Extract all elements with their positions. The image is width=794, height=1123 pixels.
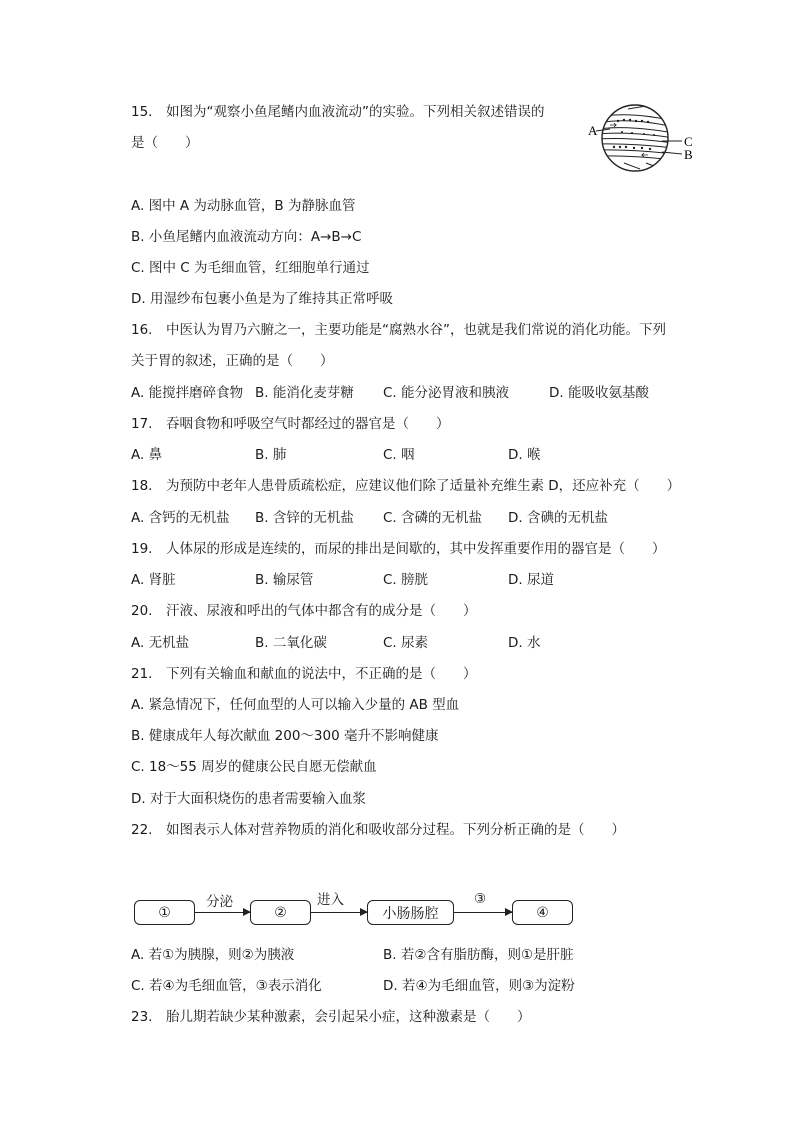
q16-stem-line2: 关于胃的叙述，正确的是（ ） — [131, 353, 334, 369]
q22-option-a: A. 若①为胰腺，则②为胰液 — [131, 947, 295, 963]
q19-option-a: A. 肾脏 — [131, 572, 176, 588]
diagram-arrow-2 — [311, 912, 367, 913]
q22-stem: 22. 如图表示人体对营养物质的消化和吸收部分过程。下列分析正确的是（ ） — [131, 822, 625, 838]
q17-option-d: D. 喉 — [508, 447, 541, 463]
q18-stem: 18. 为预防中老年人患骨质疏松症，应建议他们除了适量补充维生素 D，还应补充（ ） — [131, 478, 681, 494]
q18-option-b: B. 含锌的无机盐 — [255, 510, 354, 526]
q22-option-b: B. 若②含有脂肪酶，则①是肝脏 — [383, 947, 574, 963]
fish-tail-blood-flow-figure — [588, 103, 698, 183]
q15-option-c: C. 图中 C 为毛细血管，红细胞单行通过 — [131, 260, 370, 276]
diagram-arrow-label-3: ③ — [474, 891, 487, 907]
q21-option-d: D. 对于大面积烧伤的患者需要输入血浆 — [131, 791, 366, 807]
q17-option-a: A. 鼻 — [131, 447, 163, 463]
q18-option-d: D. 含碘的无机盐 — [508, 510, 608, 526]
diagram-arrow-label-1: 分泌 — [206, 894, 233, 910]
q17-stem: 17. 吞咽食物和呼吸空气时都经过的器官是（ ） — [131, 416, 450, 432]
q21-option-b: B. 健康成年人每次献血 200～300 毫升不影响健康 — [131, 728, 439, 744]
diagram-arrow-label-2: 进入 — [317, 892, 344, 908]
q23-stem: 23. 胎儿期若缺少某种激素，会引起呆小症，这种激素是（ ） — [131, 1009, 531, 1025]
q17-option-c: C. 咽 — [383, 447, 415, 463]
q16-option-a: A. 能搅拌磨碎食物 — [131, 385, 244, 401]
fig-label-b: B — [684, 147, 693, 162]
q19-option-d: D. 尿道 — [508, 572, 554, 588]
q22-option-c: C. 若④为毛细血管，③表示消化 — [131, 978, 322, 994]
q20-option-a: A. 无机盐 — [131, 635, 190, 651]
q16-stem-line1: 16. 中医认为胃乃六腑之一，主要功能是“腐熟水谷”，也就是我们常说的消化功能。下列 — [131, 322, 666, 338]
q20-stem: 20. 汗液、尿液和呼出的气体中都含有的成分是（ ） — [131, 603, 477, 619]
q15-option-d: D. 用湿纱布包裹小鱼是为了维持其正常呼吸 — [131, 291, 393, 307]
q17-option-b: B. 肺 — [255, 447, 287, 463]
diagram-box-small-intestine: 小肠肠腔 — [367, 900, 454, 925]
diagram-box-4: ④ — [512, 900, 573, 925]
q18-option-c: C. 含磷的无机盐 — [383, 510, 483, 526]
q21-option-c: C. 18～55 周岁的健康公民自愿无偿献血 — [131, 759, 377, 775]
q18-option-a: A. 含钙的无机盐 — [131, 510, 230, 526]
q16-option-c: C. 能分泌胃液和胰液 — [383, 385, 510, 401]
q20-option-c: C. 尿素 — [383, 635, 429, 651]
diagram-box-2: ② — [250, 900, 311, 925]
q15-option-a: A. 图中 A 为动脉血管，B 为静脉血管 — [131, 198, 356, 214]
fig-label-c: C — [684, 134, 693, 149]
diagram-arrow-1 — [195, 912, 250, 913]
q22-option-d: D. 若④为毛细血管，则③为淀粉 — [383, 978, 575, 994]
q19-option-b: B. 输尿管 — [255, 572, 314, 588]
q15-stem-line2: 是（ ） — [131, 135, 199, 151]
q16-option-d: D. 能吸收氨基酸 — [549, 385, 649, 401]
q15-stem-line1: 15. 如图为“观察小鱼尾鳍内血液流动”的实验。下列相关叙述错误的 — [131, 104, 545, 120]
diagram-arrow-3 — [454, 912, 512, 913]
q21-option-a: A. 紧急情况下，任何血型的人可以输入少量的 AB 型血 — [131, 697, 460, 713]
q19-option-c: C. 膀胱 — [383, 572, 429, 588]
q20-option-b: B. 二氧化碳 — [255, 635, 327, 651]
q15-option-b: B. 小鱼尾鳍内血液流动方向：A→B→C — [131, 229, 362, 245]
fig-label-a: A — [588, 123, 598, 138]
q20-option-d: D. 水 — [508, 635, 541, 651]
q19-stem: 19. 人体尿的形成是连续的，而尿的排出是间歇的，其中发挥重要作用的器官是（ ） — [131, 541, 666, 557]
q16-option-b: B. 能消化麦芽糖 — [255, 385, 354, 401]
diagram-box-1: ① — [134, 900, 195, 925]
q21-stem: 21. 下列有关输血和献血的说法中，不正确的是（ ） — [131, 666, 477, 682]
